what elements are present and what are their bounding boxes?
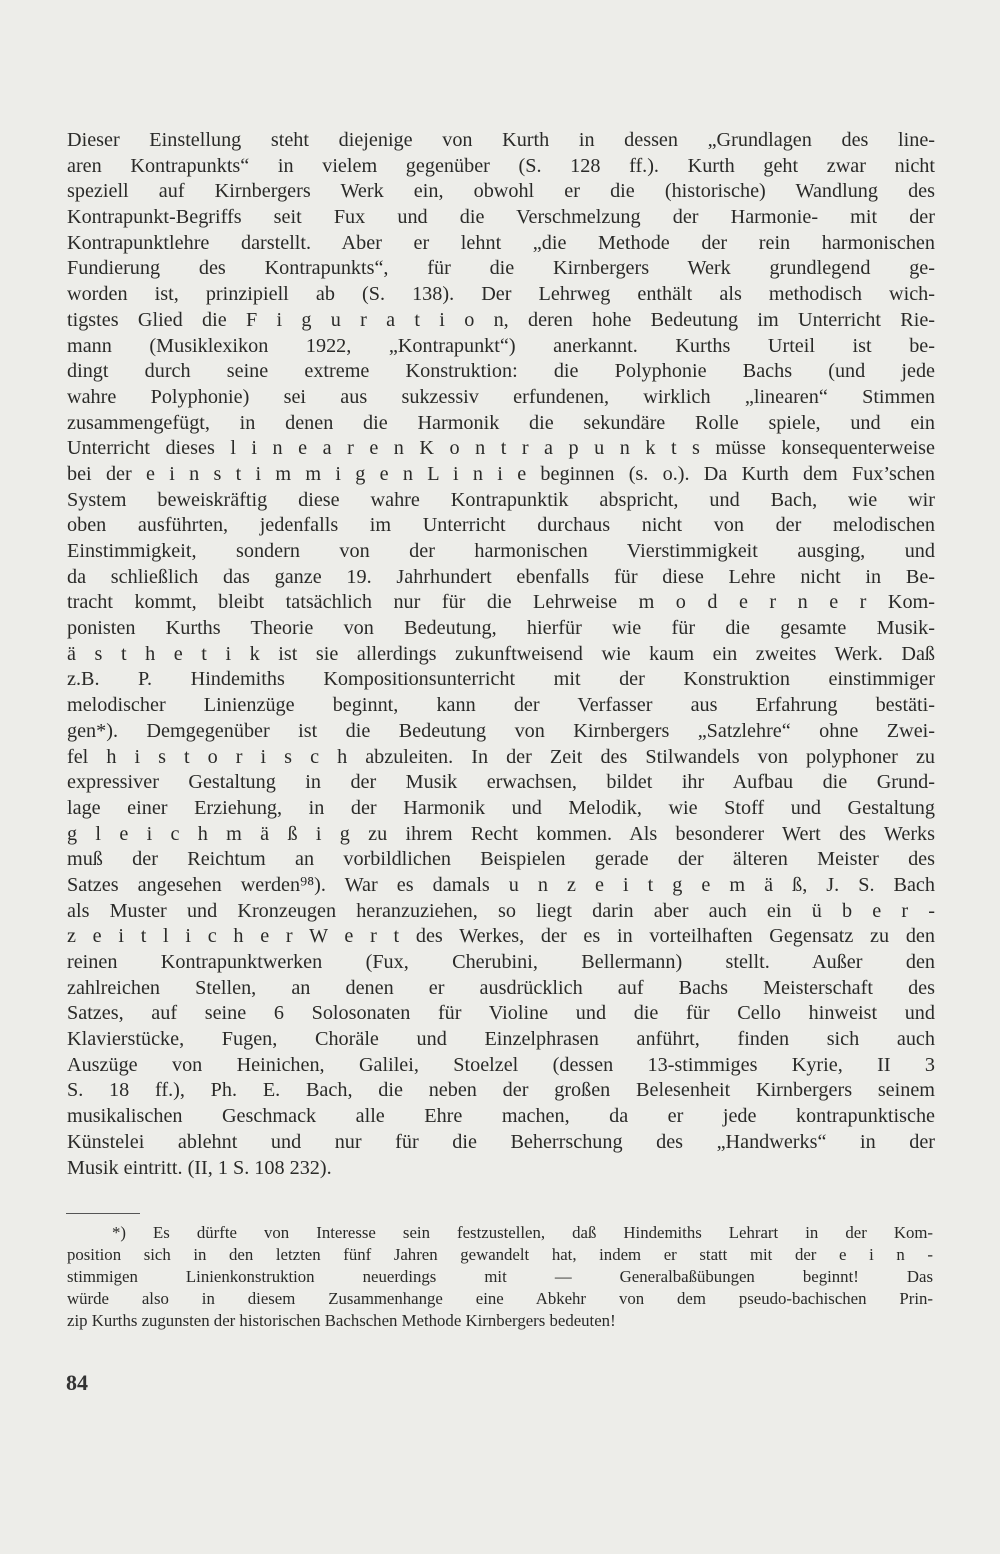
text-line: bei der e i n s t i m m i g e n L i n i e beginnen (s. o.). Da Kurth dem Fux’schen — [67, 462, 935, 485]
text-line: ponisten Kurths Theorie von Bedeutung, hierfür wie für die gesamte Musik- — [67, 617, 935, 640]
text-line: zusammengefügt, in denen die Harmonik die sekundäre Rolle spiele, und ein — [67, 411, 935, 434]
text-line: aren Kontrapunkts“ in vielem gegenüber (S. 128 ff.). Kurth geht zwar nicht — [67, 154, 935, 177]
text-line: speziell auf Kirnbergers Werk ein, obwohl er die (historische) Wandlung des — [67, 180, 935, 203]
text-line: Auszüge von Heinichen, Galilei, Stoelzel (dessen 13-stimmiges Kyrie, II 3 — [67, 1053, 935, 1076]
text-line: reinen Kontrapunktwerken (Fux, Cherubini, Bellermann) stellt. Außer den — [67, 951, 935, 973]
text-line: fel h i s t o r i s c h abzuleiten. In der Zeit des Stilwandels von polyphoner zu — [67, 745, 935, 768]
text-line: ä s t h e t i k ist sie allerdings zukunftweisend wie kaum ein zweites Werk. Daß — [67, 642, 935, 665]
text-line: mann (Musiklexikon 1922, „Kontrapunkt“) anerkannt. Kurths Urteil ist be- — [67, 334, 935, 357]
text-line: Klavierstücke, Fugen, Choräle und Einzelphrasen anführt, finden sich auch — [67, 1028, 935, 1051]
text-line: Unterricht dieses l i n e a r e n K o n t r a p u n k t s müsse konsequenterweise — [67, 437, 935, 460]
text-line: Kontrapunkt-Begriffs seit Fux und die Verschmelzung der Harmonie- mit der — [67, 206, 935, 229]
page-number: 84 — [66, 1370, 88, 1395]
text-line: System beweiskräftig diese wahre Kontrapunktik abspricht, und Bach, wie wir — [67, 488, 935, 511]
text-line: Künstelei ablehnt und nur für die Beherrschung des „Handwerks“ in der — [67, 1130, 935, 1153]
text-line: oben ausführten, jedenfalls im Unterricht durchaus nicht von der melodischen — [67, 514, 935, 537]
text-line: Dieser Einstellung steht diejenige von Kurth in dessen „Grundlagen des line- — [67, 129, 935, 151]
text-line: da schließlich das ganze 19. Jahrhundert ebenfalls für diese Lehre nicht in Be- — [67, 565, 935, 588]
text-line: als Muster und Kronzeugen heranzuziehen, so liegt darin aber auch ein ü b e r - — [67, 899, 935, 922]
text-line: melodischer Linienzüge beginnt, kann der Verfasser aus Erfahrung bestäti- — [67, 694, 935, 717]
footnote-line: würde also in diesem Zusammenhange eine Abkehr von dem pseudo-bachischen Prin- — [67, 1289, 933, 1308]
text-line: tigstes Glied die F i g u r a t i o n, deren hohe Bedeutung im Unterricht Rie- — [67, 308, 935, 331]
text-line: musikalischen Geschmack alle Ehre machen, da er jede kontrapunktische — [67, 1105, 935, 1128]
footnote-separator — [66, 1213, 140, 1214]
text-line: tracht kommt, bleibt tatsächlich nur für die Lehrweise m o d e r n e r Kom- — [67, 591, 935, 614]
footnote-line: stimmigen Linienkonstruktion neuerdings mit — Generalbaßübungen beginnt! Das — [67, 1267, 933, 1286]
body-text — [67, 128, 935, 1181]
footnote-line: position sich in den letzten fünf Jahren gewandelt hat, indem er statt mit der e i n - — [67, 1245, 933, 1264]
footnote-line: *) Es dürfte von Interesse sein festzustellen, daß Hindemiths Lehrart in der Kom- — [112, 1223, 933, 1242]
text-line: lage einer Erziehung, in der Harmonik und Melodik, wie Stoff und Gestaltung — [67, 796, 935, 819]
text-line: Musik eintritt. (II, 1 S. 108 232). — [67, 1156, 332, 1179]
text-line: g l e i c h m ä ß i g zu ihrem Recht kommen. Als besonderer Wert des Werks — [67, 822, 935, 845]
text-line: zahlreichen Stellen, an denen er ausdrücklich auf Bachs Meisterschaft des — [67, 976, 935, 999]
text-line: expressiver Gestaltung in der Musik erwachsen, bildet ihr Aufbau die Grund- — [67, 771, 935, 794]
text-line: z e i t l i c h e r W e r t des Werkes, der es in vorteilhaften Gegensatz zu den — [67, 925, 935, 948]
footnote-line: zip Kurths zugunsten der historischen Bachschen Methode Kirnbergers bedeuten! — [67, 1311, 616, 1330]
text-line: z.B. P. Hindemiths Kompositionsunterricht mit der Konstruktion einstimmiger — [67, 668, 935, 691]
text-line: Fundierung des Kontrapunkts“, für die Kirnbergers Werk grundlegend ge- — [67, 257, 935, 280]
text-line: Satzes angesehen werden⁹⁸). War es damals u n z e i t g e m ä ß, J. S. Bach — [67, 873, 935, 896]
footnote — [67, 1222, 933, 1332]
text-line: dingt durch seine extreme Konstruktion: die Polyphonie Bachs (und jede — [67, 360, 935, 383]
text-line: muß der Reichtum an vorbildlichen Beispielen gerade der älteren Meister des — [67, 848, 935, 871]
text-line: Kontrapunktlehre darstellt. Aber er lehnt „die Methode der rein harmonischen — [67, 231, 935, 254]
text-line: Satzes, auf seine 6 Solosonaten für Violine und die für Cello hinweist und — [67, 1002, 935, 1025]
text-line: worden ist, prinzipiell ab (S. 138). Der Lehrweg enthält als methodisch wich- — [67, 283, 935, 306]
text-line: Einstimmigkeit, sondern von der harmonischen Vierstimmigkeit ausging, und — [67, 540, 935, 562]
text-line: gen*). Demgegenüber ist die Bedeutung von Kirnbergers „Satzlehre“ ohne Zwei- — [67, 719, 935, 742]
text-line: S. 18 ff.), Ph. E. Bach, die neben der großen Belesenheit Kirnbergers seinem — [67, 1079, 935, 1102]
text-line: wahre Polyphonie) sei aus sukzessiv erfundenen, wirklich „linearen“ Stimmen — [67, 385, 935, 408]
